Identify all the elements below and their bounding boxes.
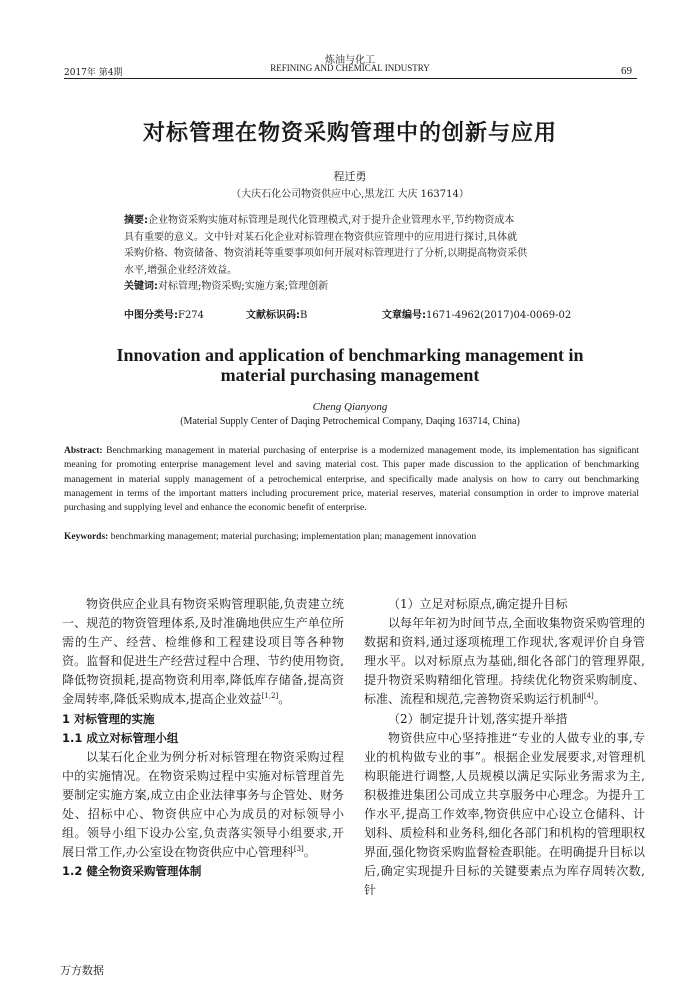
doc-code	[246, 306, 307, 321]
abstract-en-label: Abstract:	[64, 446, 103, 456]
affiliation-cn: （大庆石化公司物资供应中心,黑龙江 大庆 163714）	[231, 189, 469, 200]
doc-label: 文献标识码:	[246, 310, 300, 321]
body-text: 过程中的实施情况。在物资采购过程中实施对标	[62, 749, 344, 783]
journal-title-cn: 炼油与化工	[325, 55, 375, 66]
author-cn: 程迁勇	[333, 170, 367, 183]
body-text: 评价自身管理水平。以对标原点为基础,细化各	[364, 635, 645, 669]
body-text: 落实领导小组要求,开展日常工作,办公室设在物	[62, 826, 344, 860]
article-title-cn: 对标管理在物资采购管理中的创新与应用	[142, 121, 557, 146]
body-text: 与企管处、财务处、招标中心、物资供应中心为成	[62, 787, 344, 822]
affiliation-en: (Material Supply Center of Daqing Petrochemical Company, Daqing 163714, China)	[180, 416, 520, 427]
body-text: 理、节约使用物资,降低物资损耗,提高物资利用	[62, 654, 344, 688]
section-heading: 1 对标管理的实施	[62, 711, 155, 726]
journal-title-en: REFINING AND CHEMICAL INDUSTRY	[270, 63, 430, 73]
abstract-en-text: Benchmarking management in material purchasing of enterprise is a modernized management mode, its implementation has significant meaning for promoting enterprise management level and saving material cost. This paper made discussion to the application of benchmarking management in material supply management of a petrochemical enterprise, and specifically made analysis on how to carry out benchmarking management in terms of the important matters including procurement price, material reserves, material consumption in order to improve material purchasing and supplying level and enhance the economic benefit of enterprise.	[64, 446, 639, 514]
body-paragraph	[364, 729, 645, 901]
abstract-cn-line: 采购价格、物资储备、物资消耗等重要事项如何开展对标管理进行了分析,以期提高物资采供	[124, 248, 528, 259]
body-text: 续优化物资采购制度、标准、流程和规范,完善物	[364, 673, 645, 707]
body-text: 生产单位所需的生产、经营、检维修和工程建设项	[62, 616, 344, 650]
keywords-en-text: benchmarking management; material purchasing; implementation plan; management innovation	[110, 532, 477, 542]
footer-watermark: 万方数据	[60, 964, 104, 977]
article-label: 文章编号:	[382, 310, 426, 321]
keywords-cn: 对标管理;物资采购;实施方案;管理创新	[158, 281, 329, 292]
body-right-column	[364, 595, 645, 901]
point-heading: （2）制定提升计划,落实提升举措	[388, 711, 568, 726]
citation: [3]	[293, 845, 304, 854]
body-text: 际业务需求为主,积极推进集团公司成立共享服	[364, 768, 645, 802]
body-text: 目等各种物资。监督和促进生产经营过程中合	[62, 635, 344, 669]
body-text: 以某石化企业为例分析对标管理在物资采购	[86, 749, 320, 764]
body-text: 实现提升目标的关键要素点为库存周转次数,针	[364, 864, 645, 898]
subsection-heading: 1.1 成立对标管理小组	[62, 730, 179, 745]
keywords-en-label: Keywords:	[64, 532, 109, 542]
abstract-cn-line: 具有重要的意义。文中针对某石化企业对标管理在物资供应管理中的应用进行探讨,具体就	[124, 231, 518, 243]
body-text: 务中心理念。为提升工作水平,提高工作效率,物	[364, 787, 645, 822]
clc-label: 中图分类号:	[124, 310, 178, 321]
body-text: 。	[593, 692, 606, 707]
title-en-line: material purchasing management	[220, 365, 480, 385]
body-text: 。	[278, 692, 291, 707]
author-en: Cheng Qianyong	[312, 401, 388, 413]
body-paragraph	[62, 748, 344, 863]
point-heading: （1）立足对标原点,确定提升目标	[388, 597, 568, 611]
body-text: 本,提高企业效益	[173, 692, 262, 707]
body-text: 部门的管理界限,提升物资采购精细化管理。持	[364, 654, 645, 688]
citation: [1,2]	[261, 692, 279, 701]
doc-value: B	[300, 310, 308, 321]
body-text: 物资供应中心坚持推进“专业的人做专业的	[388, 730, 617, 745]
body-text: 求,对管理机构职能进行调整,人员规模以满足实	[364, 749, 645, 783]
body-text: 率,降低库存储备,提高资金周转率,降低采购成	[62, 673, 344, 707]
body-text: 管理的数据和资料,通过逐项梳理工作现状,客观	[364, 616, 645, 650]
clc-value: F274	[178, 310, 205, 321]
issue-label: 2017年 第4期	[64, 68, 123, 78]
keywords-en	[64, 532, 639, 542]
abstract-cn-line: 企业物资采购实施对标管理是现代化管理模式,对于提升企业管理水平,节约物资成本	[148, 215, 515, 226]
abstract-cn-label: 摘要:	[124, 215, 148, 226]
body-text: 物资供应企业具有物资采购管理职能,负责	[86, 597, 308, 611]
page-number: 69	[621, 65, 632, 77]
article-value: 1671-4962(2017)04-0069-02	[426, 310, 572, 321]
citation: [4]	[583, 692, 594, 701]
body-text: 事,专业的机构做专业的事”。根据企业发展要	[364, 730, 645, 764]
body-paragraph	[62, 595, 344, 710]
abstract-cn-line: 水平,增强企业经济效益。	[124, 264, 238, 276]
body-text: 科,细化各部门和机构的管理职权界面,强化物资	[364, 826, 645, 860]
title-en-line: Innovation and application of benchmarking management in	[116, 345, 584, 365]
abstract-cn	[124, 213, 580, 296]
body-text: 。	[303, 845, 316, 860]
subsection-heading: 1.2 健全物资采购管理体制	[62, 864, 202, 879]
body-left-column	[62, 595, 344, 881]
body-paragraph	[364, 614, 645, 709]
body-text: 采购监督检查职能。在明确提升目标以后,确定	[364, 845, 645, 879]
body-text: 管理首先要制定实施方案,成立由企业法律事务	[62, 768, 344, 802]
body-text: 员的对标领导小组。领导小组下设办公室,负责	[62, 807, 344, 841]
abstract-en	[64, 444, 639, 515]
body-text: 资供应中心管理科	[197, 845, 294, 860]
body-text: 资采购运行机制	[499, 692, 584, 707]
article-title-en	[60, 345, 640, 385]
clc-number	[124, 306, 204, 321]
body-text: 以每年年初为时间节点,全面收集物资采购	[388, 616, 609, 631]
header-rule	[64, 78, 637, 79]
body-text: 资供应中心设立仓储科、计划科、质检科和业务	[364, 807, 645, 841]
body-text: 建立统一、规范的物资管理体系,及时准确地供应	[62, 597, 344, 631]
keywords-cn-label: 关键词:	[124, 281, 158, 292]
article-number	[382, 306, 571, 321]
